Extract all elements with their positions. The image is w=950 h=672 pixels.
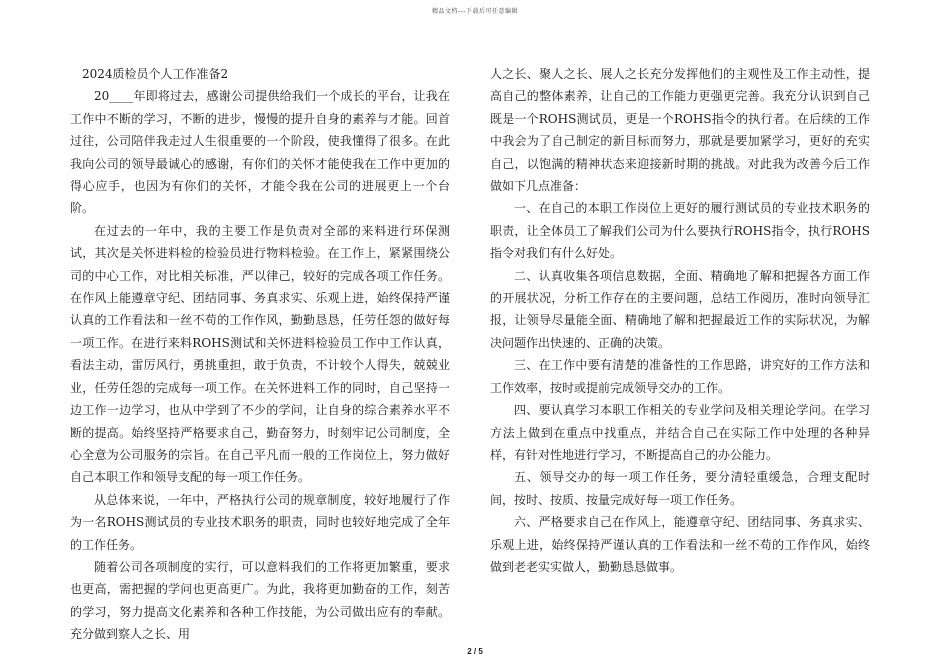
left-column xyxy=(70,63,450,646)
right-column xyxy=(490,63,870,578)
list-item: 六、严格要求自己在作风上，能遵章守纪、团结同事、务真求实、乐观上进，始终保持严谨认真的工作看法和一丝不苟的工作作风，始终做到老老实实做人，勤勤恳恳做事。 xyxy=(490,515,870,574)
list-item: 四、要认真学习本职工作相关的专业学问及相关理论学问。在学习方法上做到在重点中找重点，并结合自己在实际工作中处理的各种异样，有针对性地进行学习，不断提高自己的办公能力。 xyxy=(490,403,870,462)
paragraph: 从总体来说，一年中，严格执行公司的规章制度，较好地履行了作为一名ROHS测试员的专业技术职务的职责，同时也较好地完成了全年的工作任务。 xyxy=(70,492,450,552)
paragraph-continued: 人之长、聚人之长、展人之长充分发挥他们的主观性及工作主动性，提高自己的整体素养，让自己的工作能力更强更完善。我充分认识到自己既是一个ROHS测试员，更是一个ROHS指令的执行者。在后续的工作中我会为了自己制定的新目标而努力，那就是要加紧学习，更好的充实自己，以饱满的精神状态来迎接新时期的挑战。对此我为改善今后工作做如下几点准备： xyxy=(490,67,870,194)
page-header: 精品文档---下载后可任意编辑 xyxy=(432,8,518,15)
list-item: 一、在自己的本职工作岗位上更好的履行测试员的专业技术职务的职责，让全体员工了解我们公司为什么要执行ROHS指令，执行ROHS指令对我们有什么好处。 xyxy=(490,201,870,261)
list-item: 五、领导交办的每一项工作任务，要分清轻重缓急，合理支配时间，按时、按质、按量完成好每一项工作任务。 xyxy=(490,470,870,507)
document-title: 2024质检员个人工作准备2 xyxy=(82,67,229,81)
page-number: 2 / 5 xyxy=(467,647,483,656)
list-item: 二、认真收集各项信息数据，全面、精确地了解和把握各方面工作的开展状况，分析工作存在的主要问题，总结工作阅历，准时向领导汇报，让领导尽量能全面、精确地了解和把握最近工作的实际状况，为解决问题作出快速的、正确的决策。 xyxy=(490,268,870,350)
paragraph: 在过去的一年中，我的主要工作是负责对全部的来料进行环保测试，其次是关怀进料检的检验员进行物料检验。在工作上，紧紧围绕公司的中心工作，对比相关标准，严以律己，较好的完成各项工作任务。在作风上能遵章守纪、团结同事、务真求实、乐观上进，始终保持严谨认真的工作看法和一丝不苟的工作作风，勤勤恳恳，任劳任怨的做好每一项工作。在进行来料ROHS测试和关怀进料检验员工作中工作认真，看法主动，雷厉风行，勇挑重担，敢于负责，不计较个人得失，兢兢业业，任劳任怨的完成每一项工作。在关怀进料工作的同时，自己坚持一边工作一边学习，也从中学到了不少的学问，让自身的综合素养水平不断的提高。始终坚持严格要求自己，勤奋努力，时刻牢记公司制度，全心全意为公司服务的宗旨。在自己平凡而一般的工作岗位上，努力做好自己本职工作和领导支配的每一项工作任务。 xyxy=(70,223,450,485)
list-item: 三、在工作中要有清楚的准备性的工作思路，讲究好的工作方法和工作效率，按时或提前完成领导交办的工作。 xyxy=(490,358,870,395)
paragraph: 随着公司各项制度的实行，可以意料我们的工作将更加繁重，要求也更高，需把握的学问也更高更广。为此，我将更加勤奋的工作，刻苦的学习，努力提高文化素养和各种工作技能，为公司做出应有的奉献。充分做到察人之长、用 xyxy=(70,559,450,642)
paragraph: 20____年即将过去，感谢公司提供给我们一个成长的平台，让我在工作中不断的学习，不断的进步，慢慢的提升自身的素养与才能。回首过往，公司陪伴我走过人生很重要的一个阶段，使我懂得了很多。在此我向公司的领导最诚心的感谢，有你们的关怀才能使我在工作中更加的得心应手，也因为有你们的关怀，才能令我在公司的进展更上一个台阶。 xyxy=(70,89,450,216)
